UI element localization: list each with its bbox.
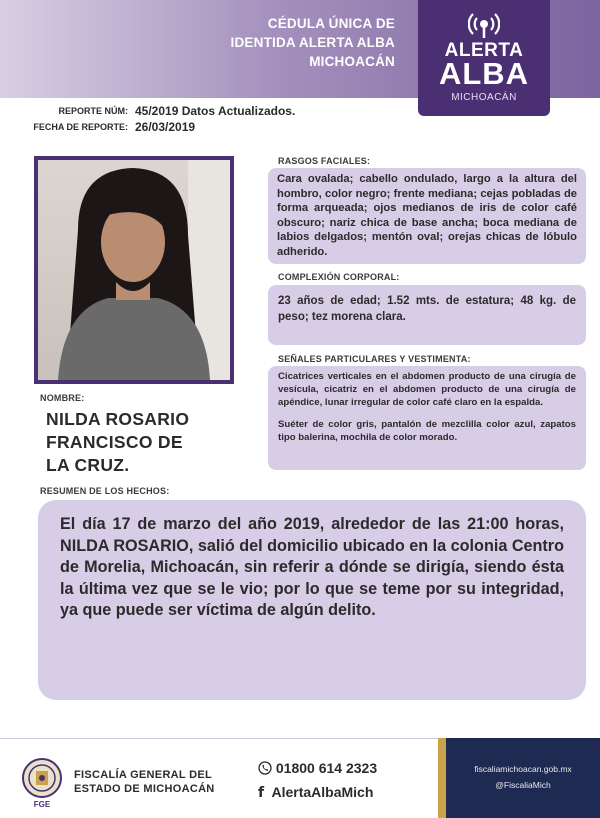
fiscalia-line-2: ESTADO DE MICHOACÁN [74, 783, 215, 795]
facebook-handle: AlertaAlbaMich [271, 784, 374, 800]
particular-signs-text: Cicatrices verticales en el abdomen producto de una cirugía de vesícula, cicatriz en el abdomen producto de una cirugía de apéndice, lunar irregular de color café claro en la espalda. [278, 371, 576, 408]
report-date-label: FECHA DE REPORTE: [33, 122, 128, 132]
logo-michoacan-text: MICHOACÁN [451, 92, 517, 103]
alert-signal-icon [468, 10, 500, 42]
summary-box [38, 500, 586, 700]
fiscalia-line-1: FISCALÍA GENERAL DEL [74, 769, 213, 781]
photo-placeholder [38, 160, 230, 380]
report-date-value: 26/03/2019 [135, 120, 196, 134]
twitter-handle[interactable]: @FiscaliaMich [495, 780, 551, 790]
facial-features-label: RASGOS FACIALES: [278, 156, 371, 166]
fge-seal-text: FGE [33, 800, 51, 809]
phone-icon [258, 761, 272, 775]
title-line-1: CÉDULA ÚNICA DE [267, 16, 395, 31]
summary-label: RESUMEN DE LOS HECHOS: [40, 486, 170, 496]
particular-signs-label: SEÑALES PARTICULARES Y VESTIMENTA: [278, 354, 471, 364]
document-title [165, 14, 395, 71]
footer-gold-accent [438, 738, 446, 818]
facial-features-text: Cara ovalada; cabello ondulado, largo a la altura del hombro, color negro; frente mediana; cejas pobladas de forma arqueada; ojos medianos de iris de color café obscuro; nariz chica de base ancha; boca mediana de labios delgados; mentón oval; orejas chicas de lóbulo adherido. [277, 173, 577, 258]
fiscalia-name [74, 768, 215, 796]
phone-contact[interactable] [258, 760, 377, 776]
summary-text: El día 17 de marzo del año 2019, alrededor de las 21:00 horas, NILDA ROSARIO, salió del domicilio ubicado en la colonia Centro de Morelia, Michoacán, sin referir a dónde se dirigía, siendo ésta la última vez que se le vio; por lo que se teme por su integridad, ya que puede ser víctima de algún delito. [60, 515, 564, 619]
facial-features-box [268, 168, 586, 264]
name-line-3: LA CRUZ. [46, 455, 130, 475]
body-complexion-label: COMPLEXIÓN CORPORAL: [278, 272, 400, 282]
particular-signs-box [268, 366, 586, 470]
footer-web-panel [446, 738, 600, 818]
report-number-value: 45/2019 Datos Actualizados. [135, 104, 296, 118]
missing-person-name [46, 408, 256, 477]
facebook-icon: f [258, 785, 265, 801]
name-line-1: NILDA ROSARIO [46, 409, 190, 429]
fge-seal-icon [22, 758, 62, 798]
alerta-alba-logo [418, 0, 550, 116]
logo-alerta-text: ALERTA [444, 40, 524, 61]
missing-person-photo [34, 156, 234, 384]
name-line-2: FRANCISCO DE [46, 432, 183, 452]
person-silhouette-icon [38, 160, 230, 380]
phone-number: 01800 614 2323 [275, 760, 378, 776]
name-label: NOMBRE: [40, 393, 85, 403]
clothing-text: Suéter de color gris, pantalón de mezclilla color azul, zapatos tipo balerina, mochila de color morado. [278, 419, 576, 443]
report-number-label: REPORTE NÚM: [58, 106, 128, 116]
body-complexion-box [268, 285, 586, 345]
title-line-3: MICHOACÁN [309, 54, 395, 69]
logo-alba-text: ALBA [438, 56, 530, 91]
title-line-2: IDENTIDA ALERTA ALBA [230, 35, 395, 50]
facebook-contact[interactable] [258, 784, 373, 801]
website-link[interactable]: fiscaliamichoacan.gob.mx [474, 764, 572, 774]
body-complexion-text: 23 años de edad; 1.52 mts. de estatura; 48 kg. de peso; tez morena clara. [278, 295, 576, 323]
